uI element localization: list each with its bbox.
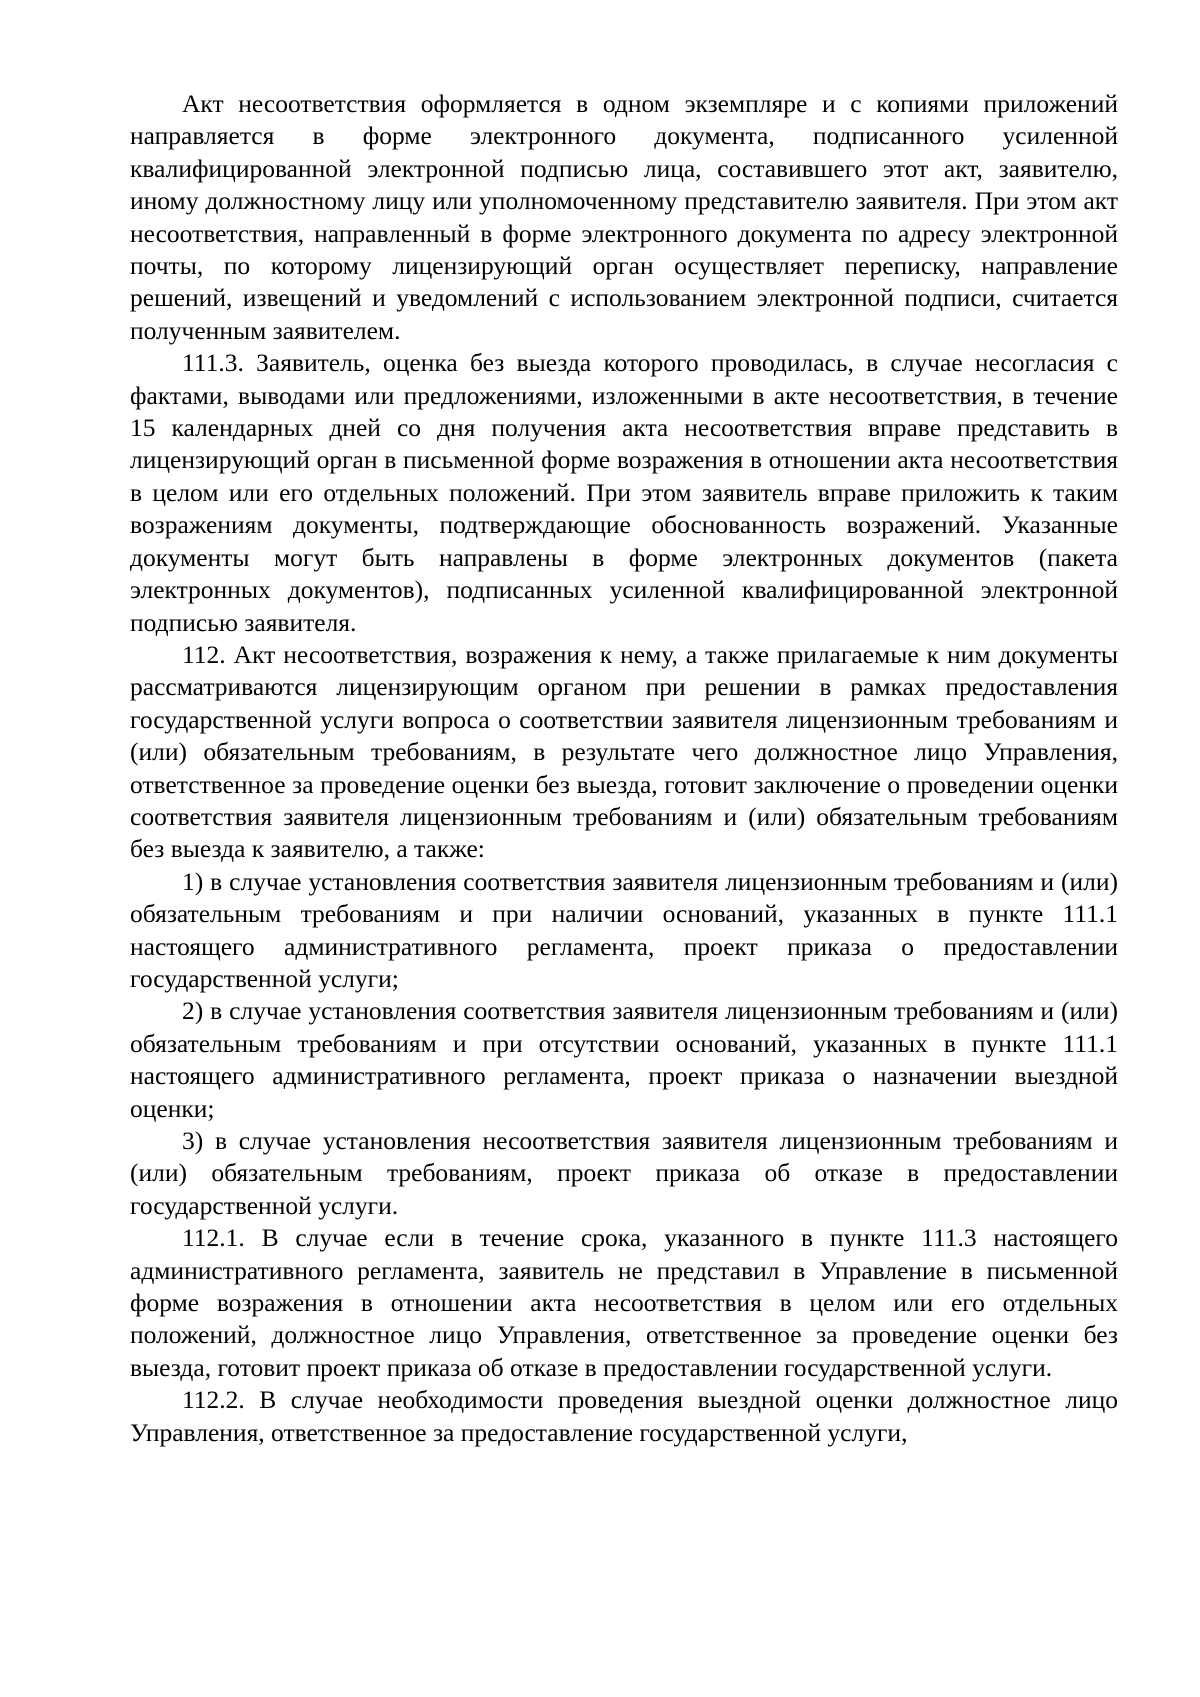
paragraph-112-1: 112.1. В случае если в течение срока, указанного в пункте 111.3 настоящего административного регламента, заявитель не представил в Управление в письменной форме возражения в отношении акта несоответствия в целом или его отдельных положений, должностное лицо Управления, ответственное за проведение оценки без выезда, готовит проект приказа об отказе в предоставлении государственной услуги. <box>130 1223 1118 1382</box>
paragraph-act-delivery: Акт несоответствия оформляется в одном экземпляре и с копиями приложений направляется в форме электронного документа, подписанного усиленной квалифицированной электронной подписью лица, составившего этот акт, заявителю, иному должностному лицу или уполномоченному представителю заявителя. При этом акт несоответствия, направленный в форме электронного документа по адресу электронной почты, по которому лицензирующий орган осуществляет переписку, направление решений, извещений и уведомлений с использованием электронной подписи, считается полученным заявителем. <box>130 89 1118 345</box>
list-item-2: 2) в случае установления соответствия заявителя лицензионным требованиям и (или) обязательным требованиям и при отсутствии оснований, указанных в пункте 111.1 настоящего административного регламента, проект приказа о назначении выездной оценки; <box>130 996 1118 1123</box>
paragraph-111-3: 111.3. Заявитель, оценка без выезда которого проводилась, в случае несогласия с фактами, выводами или предложениями, изложенными в акте несоответствия, в течение 15 календарных дней со дня получения акта несоответствия вправе представить в лицензирующий орган в письменной форме возражения в отношении акта несоответствия в целом или его отдельных положений. При этом заявитель вправе приложить к таким возражениям документы, подтверждающие обоснованность возражений. Указанные документы могут быть направлены в форме электронных документов (пакета электронных документов), подписанных усиленной квалифицированной электронной подписью заявителя. <box>130 348 1118 637</box>
list-item-3: 3) в случае установления несоответствия заявителя лицензионным требованиям и (или) обязательным требованиям, проект приказа об отказе в предоставлении государственной услуги. <box>130 1126 1118 1220</box>
paragraph-112: 112. Акт несоответствия, возражения к нему, а также прилагаемые к ним документы рассматриваются лицензирующим органом при решении в рамках предоставления государственной услуги вопроса о соответствии заявителя лицензионным требованиям и (или) обязательным требованиям, в результате чего должностное лицо Управления, ответственное за проведение оценки без выезда, готовит заключение о проведении оценки соответствия заявителя лицензионным требованиям и (или) обязательным требованиям без выезда к заявителю, а также: <box>130 639 1118 864</box>
document-page <box>130 88 1118 1449</box>
paragraph-112-2: 112.2. В случае необходимости проведения выездной оценки должностное лицо Управления, ответственное за предоставление государственной услуги, <box>130 1385 1118 1447</box>
list-item-1: 1) в случае установления соответствия заявителя лицензионным требованиям и (или) обязательным требованиям и при наличии оснований, указанных в пункте 111.1 настоящего административного регламента, проект приказа о предоставлении государственной услуги; <box>130 866 1118 993</box>
